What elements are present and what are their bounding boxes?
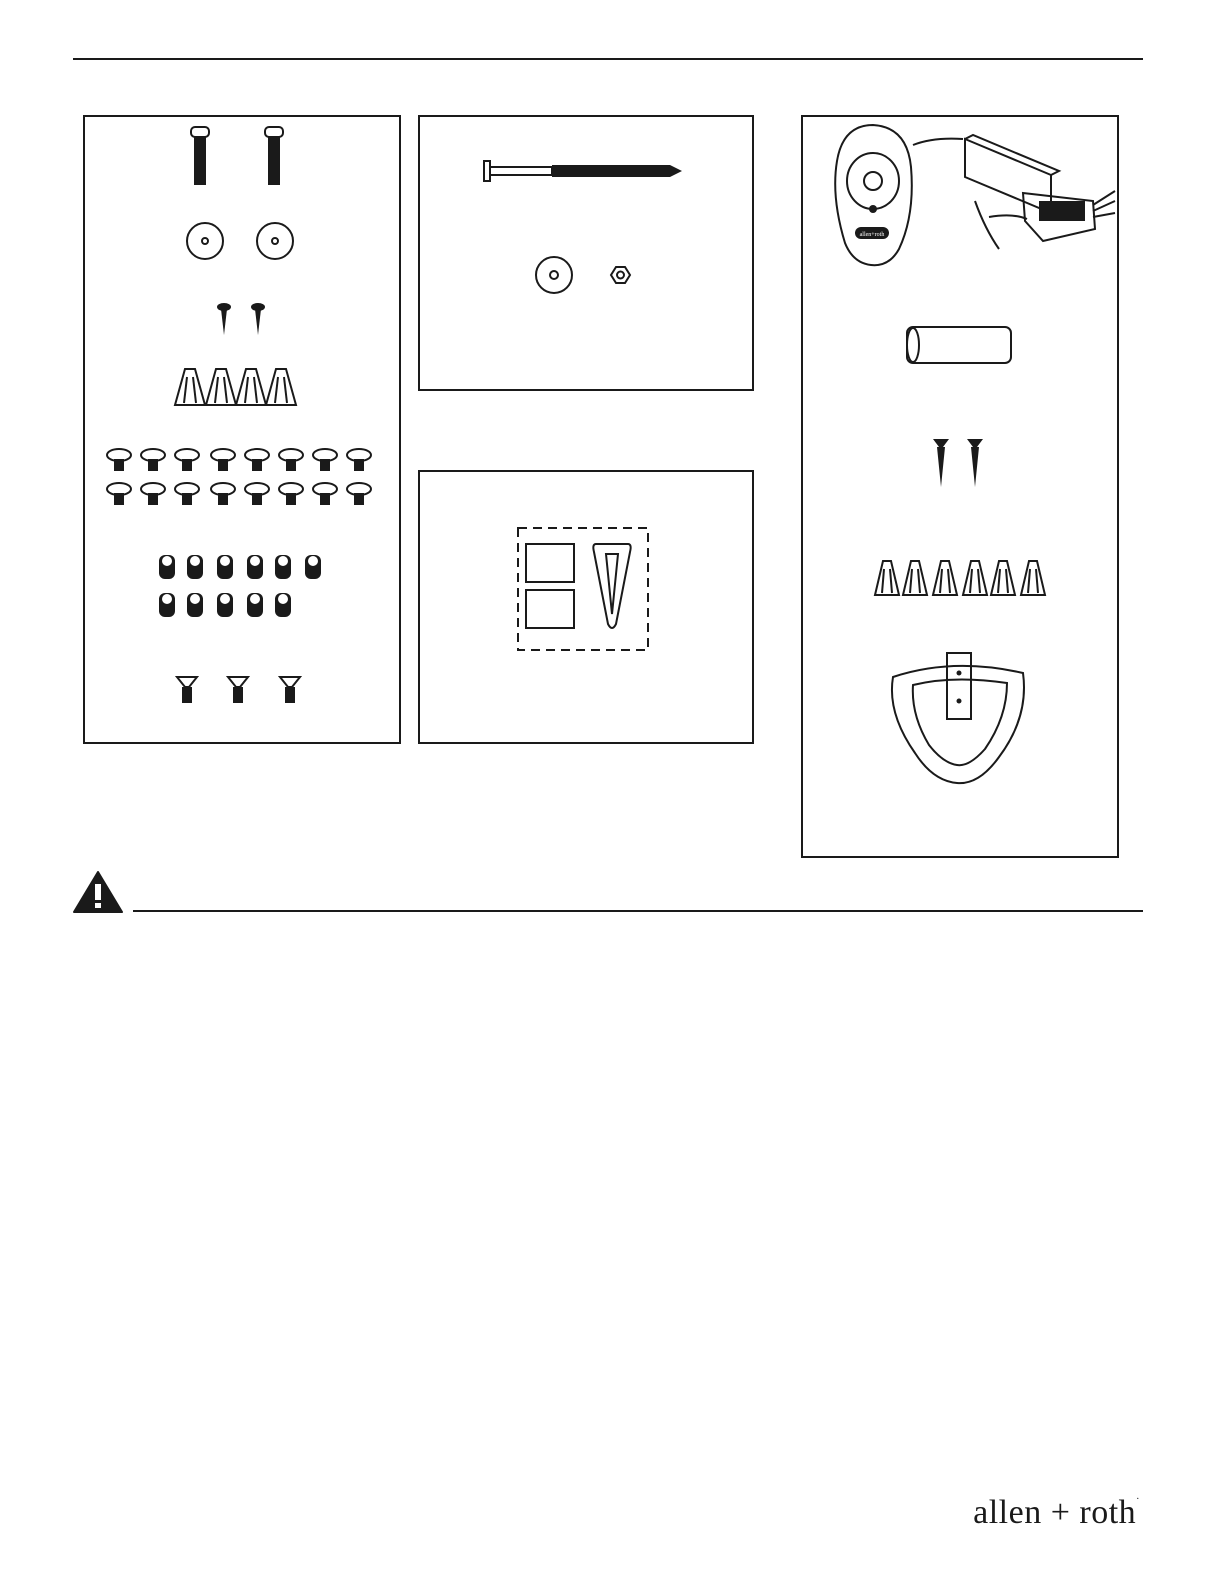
brand-logo: [973, 1494, 1140, 1532]
screw-icon: [933, 439, 949, 487]
blade-screw-icon: [313, 483, 337, 505]
wire-nut-icon: [991, 561, 1015, 595]
header-rule: [73, 58, 1143, 60]
blade-screw-icon: [141, 483, 165, 505]
flat-head-screw-icon: [228, 677, 248, 703]
remote-control-icon: [835, 125, 912, 265]
blade-screw-icon: [107, 449, 131, 471]
balance-clip-icon: [593, 544, 630, 628]
blade-screw-icon: [347, 483, 371, 505]
hex-screw-icon: [217, 593, 233, 617]
warning-icon: [72, 870, 124, 914]
blade-screw-icon: [245, 483, 269, 505]
hex-screw-icon: [217, 555, 233, 579]
blade-screw-icon: [279, 483, 303, 505]
washer-icon: [187, 223, 223, 259]
balance-weight-icon: [526, 590, 574, 628]
hardware-panel-left: [83, 115, 401, 744]
hex-screw-icon: [159, 555, 175, 579]
wire-nut-icon: [266, 369, 296, 405]
wire-nut-icon: [903, 561, 927, 595]
hex-screw-icon: [247, 555, 263, 579]
blade-screw-icon: [279, 449, 303, 471]
blade-screw-icon: [313, 449, 337, 471]
receiver-icon: [913, 135, 1115, 249]
remote-brand-label: allen+roth: [859, 232, 885, 238]
blade-screw-icon: [141, 449, 165, 471]
long-bolt-icon: [191, 127, 209, 185]
small-screw-icon: [251, 303, 265, 335]
flat-head-screw-icon: [177, 677, 197, 703]
blade-screw-icon: [175, 449, 199, 471]
wire-nut-icon: [963, 561, 987, 595]
small-screw-icon: [217, 303, 231, 335]
hex-screw-icon: [247, 593, 263, 617]
washer-icon: [536, 257, 572, 293]
balance-weight-icon: [526, 544, 574, 582]
blade-screw-icon: [107, 483, 131, 505]
wire-nut-icon: [933, 561, 957, 595]
hex-screw-icon: [187, 555, 203, 579]
remote-holder-icon: [892, 653, 1024, 783]
blade-screw-icon: [175, 483, 199, 505]
wire-nut-icon: [875, 561, 899, 595]
brand-mark: ·: [1136, 1494, 1140, 1505]
hex-screw-icon: [187, 593, 203, 617]
washer-icon: [257, 223, 293, 259]
hex-screw-group: [159, 555, 321, 617]
hex-screw-icon: [275, 593, 291, 617]
hex-nut-icon: [611, 267, 630, 283]
blade-screw-icon: [245, 449, 269, 471]
long-bolt-icon: [265, 127, 283, 185]
wire-nut-icon: [1021, 561, 1045, 595]
brand-name: allen + roth: [973, 1494, 1137, 1531]
hex-screw-icon: [159, 593, 175, 617]
blade-screw-group: [107, 449, 371, 505]
wire-nut-icon: [175, 369, 205, 405]
warning-rule: [133, 910, 1143, 912]
hardware-panel-top-center: [418, 115, 754, 391]
blade-screw-icon: [347, 449, 371, 471]
flat-head-screw-icon: [280, 677, 300, 703]
wire-nut-icon: [236, 369, 266, 405]
balancing-kit-panel: [418, 470, 754, 744]
wire-nut-group: [875, 561, 1045, 595]
lag-screw-icon: [484, 161, 682, 181]
hex-screw-icon: [275, 555, 291, 579]
wire-nut-icon: [206, 369, 236, 405]
screw-icon: [967, 439, 983, 487]
blade-screw-icon: [211, 483, 235, 505]
remote-kit-panel: [801, 115, 1119, 858]
hex-screw-icon: [305, 555, 321, 579]
blade-screw-icon: [211, 449, 235, 471]
battery-icon: [907, 327, 1011, 363]
